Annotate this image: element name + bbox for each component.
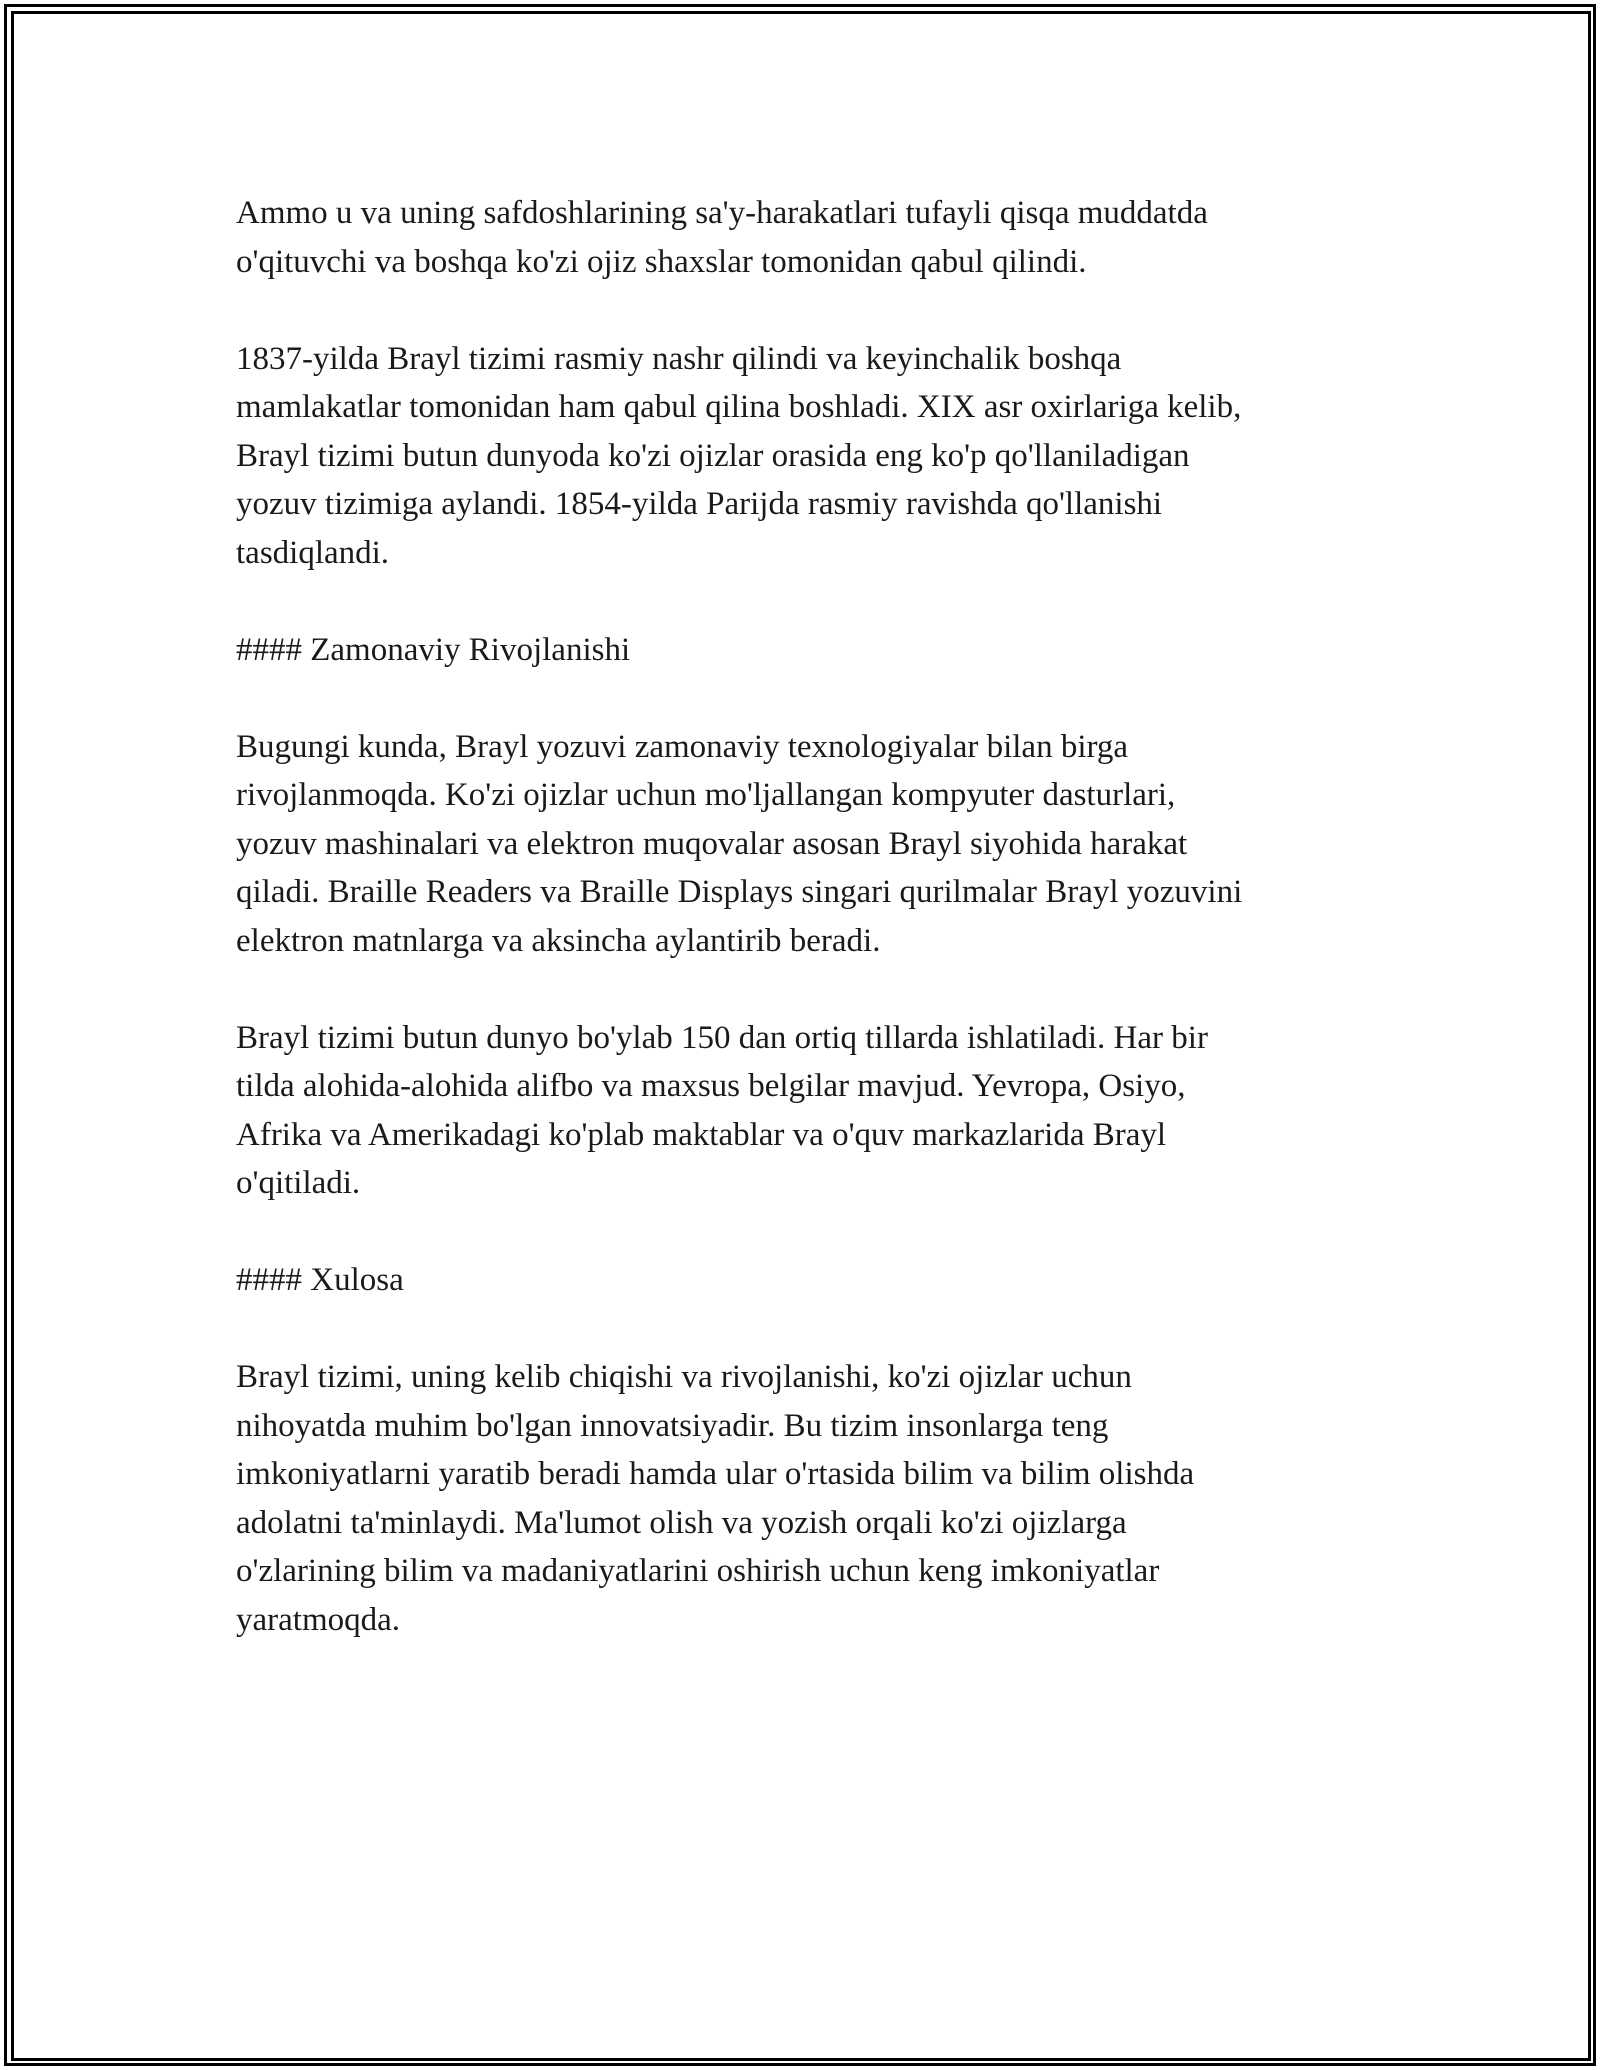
text-line: adolatni ta'minlaydi. Ma'lumot olish va yozish orqali ko'zi ojizlarga — [236, 1504, 1127, 1541]
text-line: tilda alohida-alohida alifbo va maxsus belgilar mavjud. Yevropa, Osiyo, — [236, 1068, 1186, 1104]
text-line: Brayl tizimi butun dunyoda ko'zi ojizlar orasida eng ko'p qo'llaniladigan — [236, 437, 1190, 474]
text-line: nihoyatda muhim bo'lgan innovatsiyadir. Bu tizim insonlarga teng — [236, 1407, 1109, 1444]
paragraph-5 — [236, 1353, 1376, 1644]
text-line: Bugungi kunda, Brayl yozuvi zamonaviy texnologiyalar bilan birga — [236, 728, 1129, 765]
text-line: Brayl tizimi, uning kelib chiqishi va rivojlanishi, ko'zi ojizlar uchun — [236, 1359, 1132, 1395]
text-line: yozuv tizimiga aylandi. 1854-yilda Parijda rasmiy ravishda qo'llanishi — [236, 486, 1163, 522]
text-line: o'qituvchi va boshqa ko'zi ojiz shaxslar tomonidan qabul qilindi. — [236, 243, 1087, 280]
paragraph-4 — [236, 1014, 1376, 1208]
paragraph-1 — [236, 189, 1376, 286]
text-line: 1837-yilda Brayl tizimi rasmiy nashr qilindi va keyinchalik boshqa — [236, 340, 1122, 377]
text-line: o'zlarining bilim va madaniyatlarini oshirish uchun keng imkoniyatlar — [236, 1553, 1160, 1589]
text-line: mamlakatlar tomonidan ham qabul qilina boshladi. XIX asr oxirlariga kelib, — [236, 389, 1242, 425]
text-line: yaratmoqda. — [236, 1601, 401, 1638]
text-line: yozuv mashinalari va elektron muqovalar asosan Brayl siyohida harakat — [236, 825, 1188, 862]
text-line: Afrika va Amerikadagi ko'plab maktablar va o'quv markazlarida Brayl — [236, 1116, 1167, 1153]
paragraph-2 — [236, 335, 1376, 578]
section-heading-xulosa: #### Xulosa — [236, 1262, 404, 1298]
text-line: qiladi. Braille Readers va Braille Displays singari qurilmalar Brayl yozuvini — [236, 874, 1243, 910]
text-line: imkoniyatlarni yaratib beradi hamda ular o'rtasida bilim va bilim olishda — [236, 1456, 1195, 1492]
document-body — [236, 189, 1376, 1693]
paragraph-3 — [236, 723, 1376, 966]
text-line: o'qitiladi. — [236, 1165, 361, 1201]
text-line: tasdiqlandi. — [236, 534, 390, 571]
text-line: elektron matnlarga va aksincha aylantirib beradi. — [236, 922, 881, 959]
text-line: Ammo u va uning safdoshlarining sa'y-harakatlari tufayli qisqa muddatda — [236, 195, 1208, 231]
text-line: rivojlanmoqda. Ko'zi ojizlar uchun mo'ljallangan kompyuter dasturlari, — [236, 777, 1176, 813]
text-line: Brayl tizimi butun dunyo bo'ylab 150 dan ortiq tillarda ishlatiladi. Har bir — [236, 1019, 1208, 1056]
section-heading-zamonaviy: #### Zamonaviy Rivojlanishi — [236, 631, 631, 668]
